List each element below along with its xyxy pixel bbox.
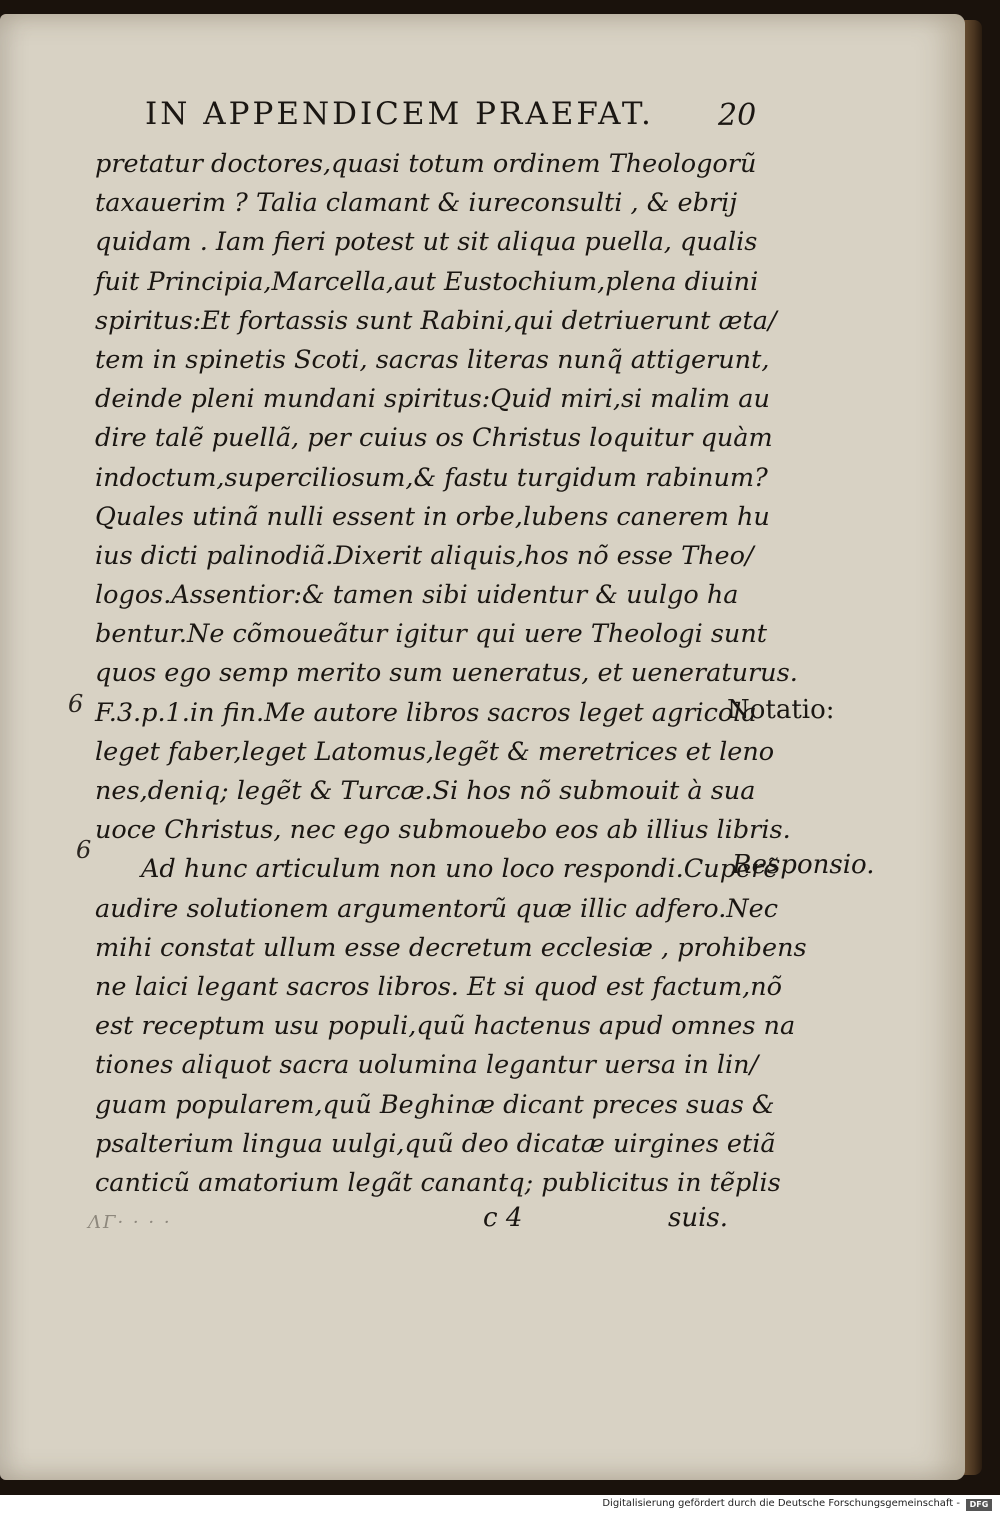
margin-note-notatio: Notatio: <box>727 695 835 725</box>
signature-mark: c 4 <box>483 1203 523 1233</box>
footer-bar <box>0 1495 1000 1515</box>
dfg-logo: DFG <box>966 1499 992 1511</box>
text-line: dire talẽ puellã, per cuius os Christus loquitur quàm <box>95 423 773 454</box>
text-line: quos ego semp merito sum ueneratus, et ueneraturus. <box>95 658 798 689</box>
text-line: uoce Christus, nec ego submouebo eos ab illius libris. <box>95 815 791 846</box>
text-line: tem in spinetis Scoti, sacras literas nunq̃ attigerunt, <box>95 344 770 375</box>
folio-number: 20 <box>718 98 757 133</box>
text-line: Quales utinã nulli essent in orbe,lubens canerem hu <box>95 501 770 532</box>
margin-number: 6 <box>68 690 84 718</box>
text-line: audire solutionem argumentorũ quæ illic adfero.Nec <box>95 893 778 924</box>
catchword: suis. <box>668 1203 729 1233</box>
text-line: F.3.p.1.in fin.Me autore libros sacros leget agricola <box>95 697 757 728</box>
text-line: logos.Assentior:& tamen sibi uidentur & uulgo ha <box>95 580 739 611</box>
text-line: psalterium lingua uulgi,quũ deo dicatæ uirgines etiã <box>95 1128 776 1159</box>
funding-credit: Digitalisierung gefördert durch die Deutsche Forschungsgemeinschaft - <box>602 1498 960 1509</box>
text-line: pretatur doctores,quasi totum ordinem Theologorũ <box>95 149 757 179</box>
text-line: tiones aliquot sacra uolumina legantur uersa in lin/ <box>95 1050 759 1081</box>
text-line: quidam . Iam fieri potest ut sit aliqua puella, qualis <box>95 227 758 258</box>
text-line: Ad hunc articulum non uno loco respondi.Cuperẽ <box>141 854 779 885</box>
margin-number: 6 <box>76 836 92 864</box>
text-line: nes,deniq; legẽt & Turcæ.Si hos nõ submouit à sua <box>95 776 756 806</box>
faded-marking: ΛΓ· · · · <box>88 1212 172 1233</box>
text-line: indoctum,superciliosum,& fastu turgidum rabinum? <box>95 462 768 493</box>
text-line: spiritus:Et fortassis sunt Rabini,qui detriuerunt æta/ <box>95 305 777 336</box>
text-line: fuit Principia,Marcella,aut Eustochium,plena diuini <box>95 266 759 297</box>
margin-note-responsio: Responsio. <box>732 850 875 880</box>
running-head: IN APPENDICEM PRAEFAT. <box>145 96 654 132</box>
text-line: ius dicti palinodiã.Dixerit aliquis,hos nõ esse Theo/ <box>95 540 754 571</box>
text-line: ne laici legant sacros libros. Et si quod est factum,nõ <box>95 971 783 1002</box>
text-line: bentur.Ne cõmoueãtur igitur qui uere Theologi sunt <box>95 619 768 650</box>
text-line: taxauerim ? Talia clamant & iureconsulti , & ebrij <box>95 188 738 219</box>
text-line: deinde pleni mundani spiritus:Quid miri,si malim au <box>95 384 770 415</box>
text-line: leget faber,leget Latomus,legẽt & meretrices et leno <box>95 736 775 767</box>
text-line: guam popularem,quũ Beghinæ dicant preces suas & <box>95 1089 775 1120</box>
text-line: est receptum usu populi,quũ hactenus apud omnes na <box>95 1011 796 1042</box>
text-line: mihi constat ullum esse decretum ecclesiæ , prohibens <box>95 932 807 963</box>
text-line: canticũ amatorium legãt canantq; publicitus in tẽplis <box>95 1167 781 1198</box>
book-edge <box>962 20 982 1475</box>
